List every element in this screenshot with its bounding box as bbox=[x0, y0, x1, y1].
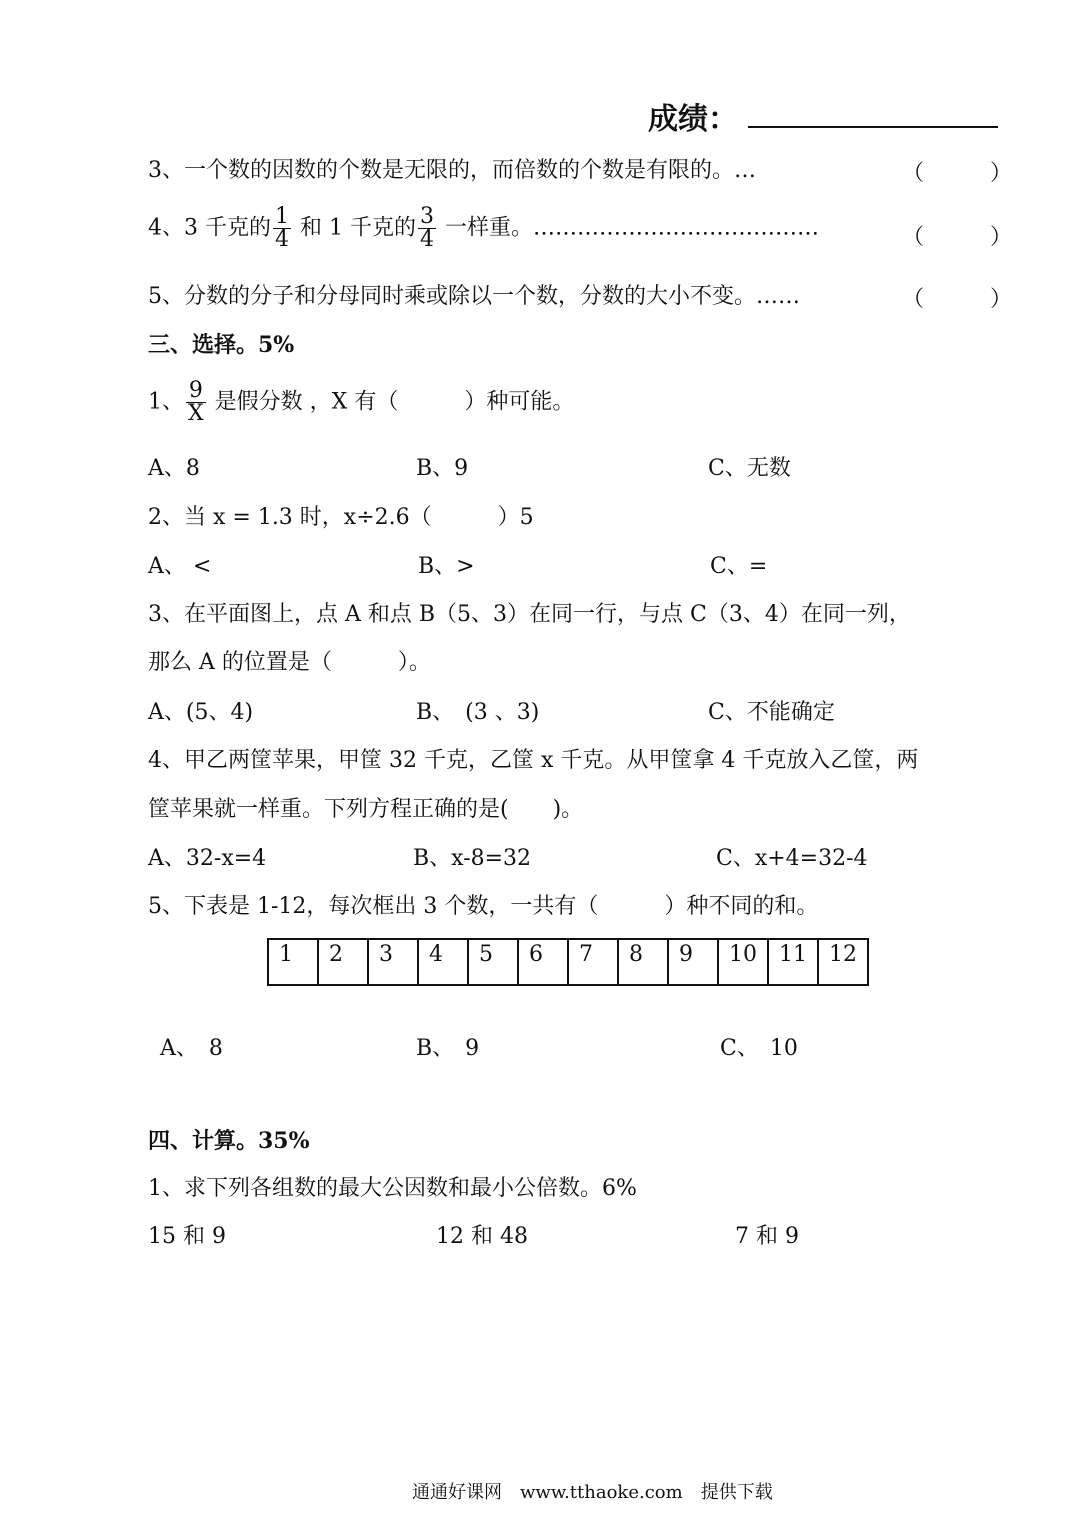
option-b[interactable]: B、 9 bbox=[416, 1036, 480, 1061]
section-title-calculation: 四、计算。35% bbox=[148, 1128, 310, 1154]
calc-question-1: 1、求下列各组数的最大公因数和最小公倍数。6% bbox=[148, 1176, 637, 1201]
judgement-question-4 bbox=[148, 206, 819, 251]
footer-text: 通通好课网 www.tthaoke.com 提供下载 bbox=[412, 1482, 773, 1503]
fraction-three-quarters: $\frac{3}{4}$ bbox=[419, 204, 434, 252]
option-c[interactable]: C、 10 bbox=[720, 1036, 798, 1061]
q4-prefix: 4、3 千克的 bbox=[148, 215, 271, 241]
section-title-choice: 三、选择。5% bbox=[148, 332, 295, 358]
option-a[interactable]: A、8 bbox=[148, 456, 200, 481]
table-cell: 12 bbox=[818, 939, 868, 985]
choice-question-3-line1: 3、在平面图上，点 A 和点 B（5、3）在同一行，与点 C（3、4）在同一列， bbox=[148, 602, 911, 627]
fraction-9-over-x: $\frac{9}{X}$ bbox=[188, 378, 204, 426]
choice-question-2: 2、当 x = 1.3 时，x÷2.6（ ）5 bbox=[148, 505, 534, 530]
choice-question-4-line1: 4、甲乙两筐苹果，甲筐 32 千克，乙筐 x 千克。从甲筐拿 4 千克放入乙筐，两 bbox=[148, 748, 919, 773]
table-cell: 4 bbox=[418, 939, 468, 985]
choice-question-3-line2: 那么 A 的位置是（ ）。 bbox=[148, 650, 431, 675]
answer-paren[interactable]: （ ） bbox=[902, 161, 1013, 186]
number-pair: 7 和 9 bbox=[735, 1224, 799, 1249]
table-cell: 9 bbox=[668, 939, 718, 985]
score-label: 成绩： bbox=[648, 102, 738, 137]
q1-suffix: 是假分数 ，X 有（ ）种可能。 bbox=[207, 389, 575, 415]
table-cell: 1 bbox=[268, 939, 318, 985]
table-cell: 5 bbox=[468, 939, 518, 985]
q4-mid: 和 1 千克的 bbox=[293, 215, 416, 241]
option-c[interactable]: C、x+4=32-4 bbox=[716, 846, 868, 871]
number-pair: 15 和 9 bbox=[148, 1224, 226, 1249]
option-b[interactable]: B、> bbox=[418, 554, 475, 579]
number-table bbox=[267, 938, 869, 986]
option-a[interactable]: A、(5、4) bbox=[148, 700, 254, 725]
table-cell: 2 bbox=[318, 939, 368, 985]
option-a[interactable]: A、 8 bbox=[160, 1036, 223, 1061]
q1-prefix: 1、 bbox=[148, 389, 184, 415]
table-cell: 6 bbox=[518, 939, 568, 985]
choice-question-5: 5、下表是 1-12，每次框出 3 个数，一共有（ ）种不同的和。 bbox=[148, 894, 819, 919]
option-b[interactable]: B、9 bbox=[416, 456, 469, 481]
answer-paren[interactable]: （ ） bbox=[902, 225, 1013, 250]
option-a[interactable]: A、 < bbox=[148, 554, 212, 579]
answer-paren[interactable]: （ ） bbox=[902, 287, 1013, 312]
fraction-one-quarter: $\frac{1}{4}$ bbox=[275, 204, 289, 252]
choice-question-1 bbox=[148, 380, 574, 425]
judgement-question-5: 5、分数的分子和分母同时乘或除以一个数，分数的大小不变。…… bbox=[148, 284, 800, 309]
option-a[interactable]: A、32-x=4 bbox=[148, 846, 267, 871]
table-cell: 3 bbox=[368, 939, 418, 985]
option-b[interactable]: B、x-8=32 bbox=[413, 846, 532, 871]
table-cell: 8 bbox=[618, 939, 668, 985]
q4-suffix: 一样重。………………………………… bbox=[437, 215, 819, 241]
option-b[interactable]: B、 (3 、3) bbox=[416, 700, 540, 725]
score-blank-line[interactable] bbox=[748, 98, 998, 128]
option-c[interactable]: C、不能确定 bbox=[708, 700, 835, 725]
number-pair: 12 和 48 bbox=[436, 1224, 528, 1249]
option-c[interactable]: C、无数 bbox=[708, 456, 791, 481]
table-cell: 11 bbox=[768, 939, 818, 985]
judgement-question-3: 3、一个数的因数的个数是无限的，而倍数的个数是有限的。… bbox=[148, 158, 756, 183]
table-cell: 10 bbox=[718, 939, 768, 985]
choice-question-4-line2: 筐苹果就一样重。下列方程正确的是( )。 bbox=[148, 797, 584, 822]
table-cell: 7 bbox=[568, 939, 618, 985]
option-c[interactable]: C、= bbox=[710, 554, 768, 579]
